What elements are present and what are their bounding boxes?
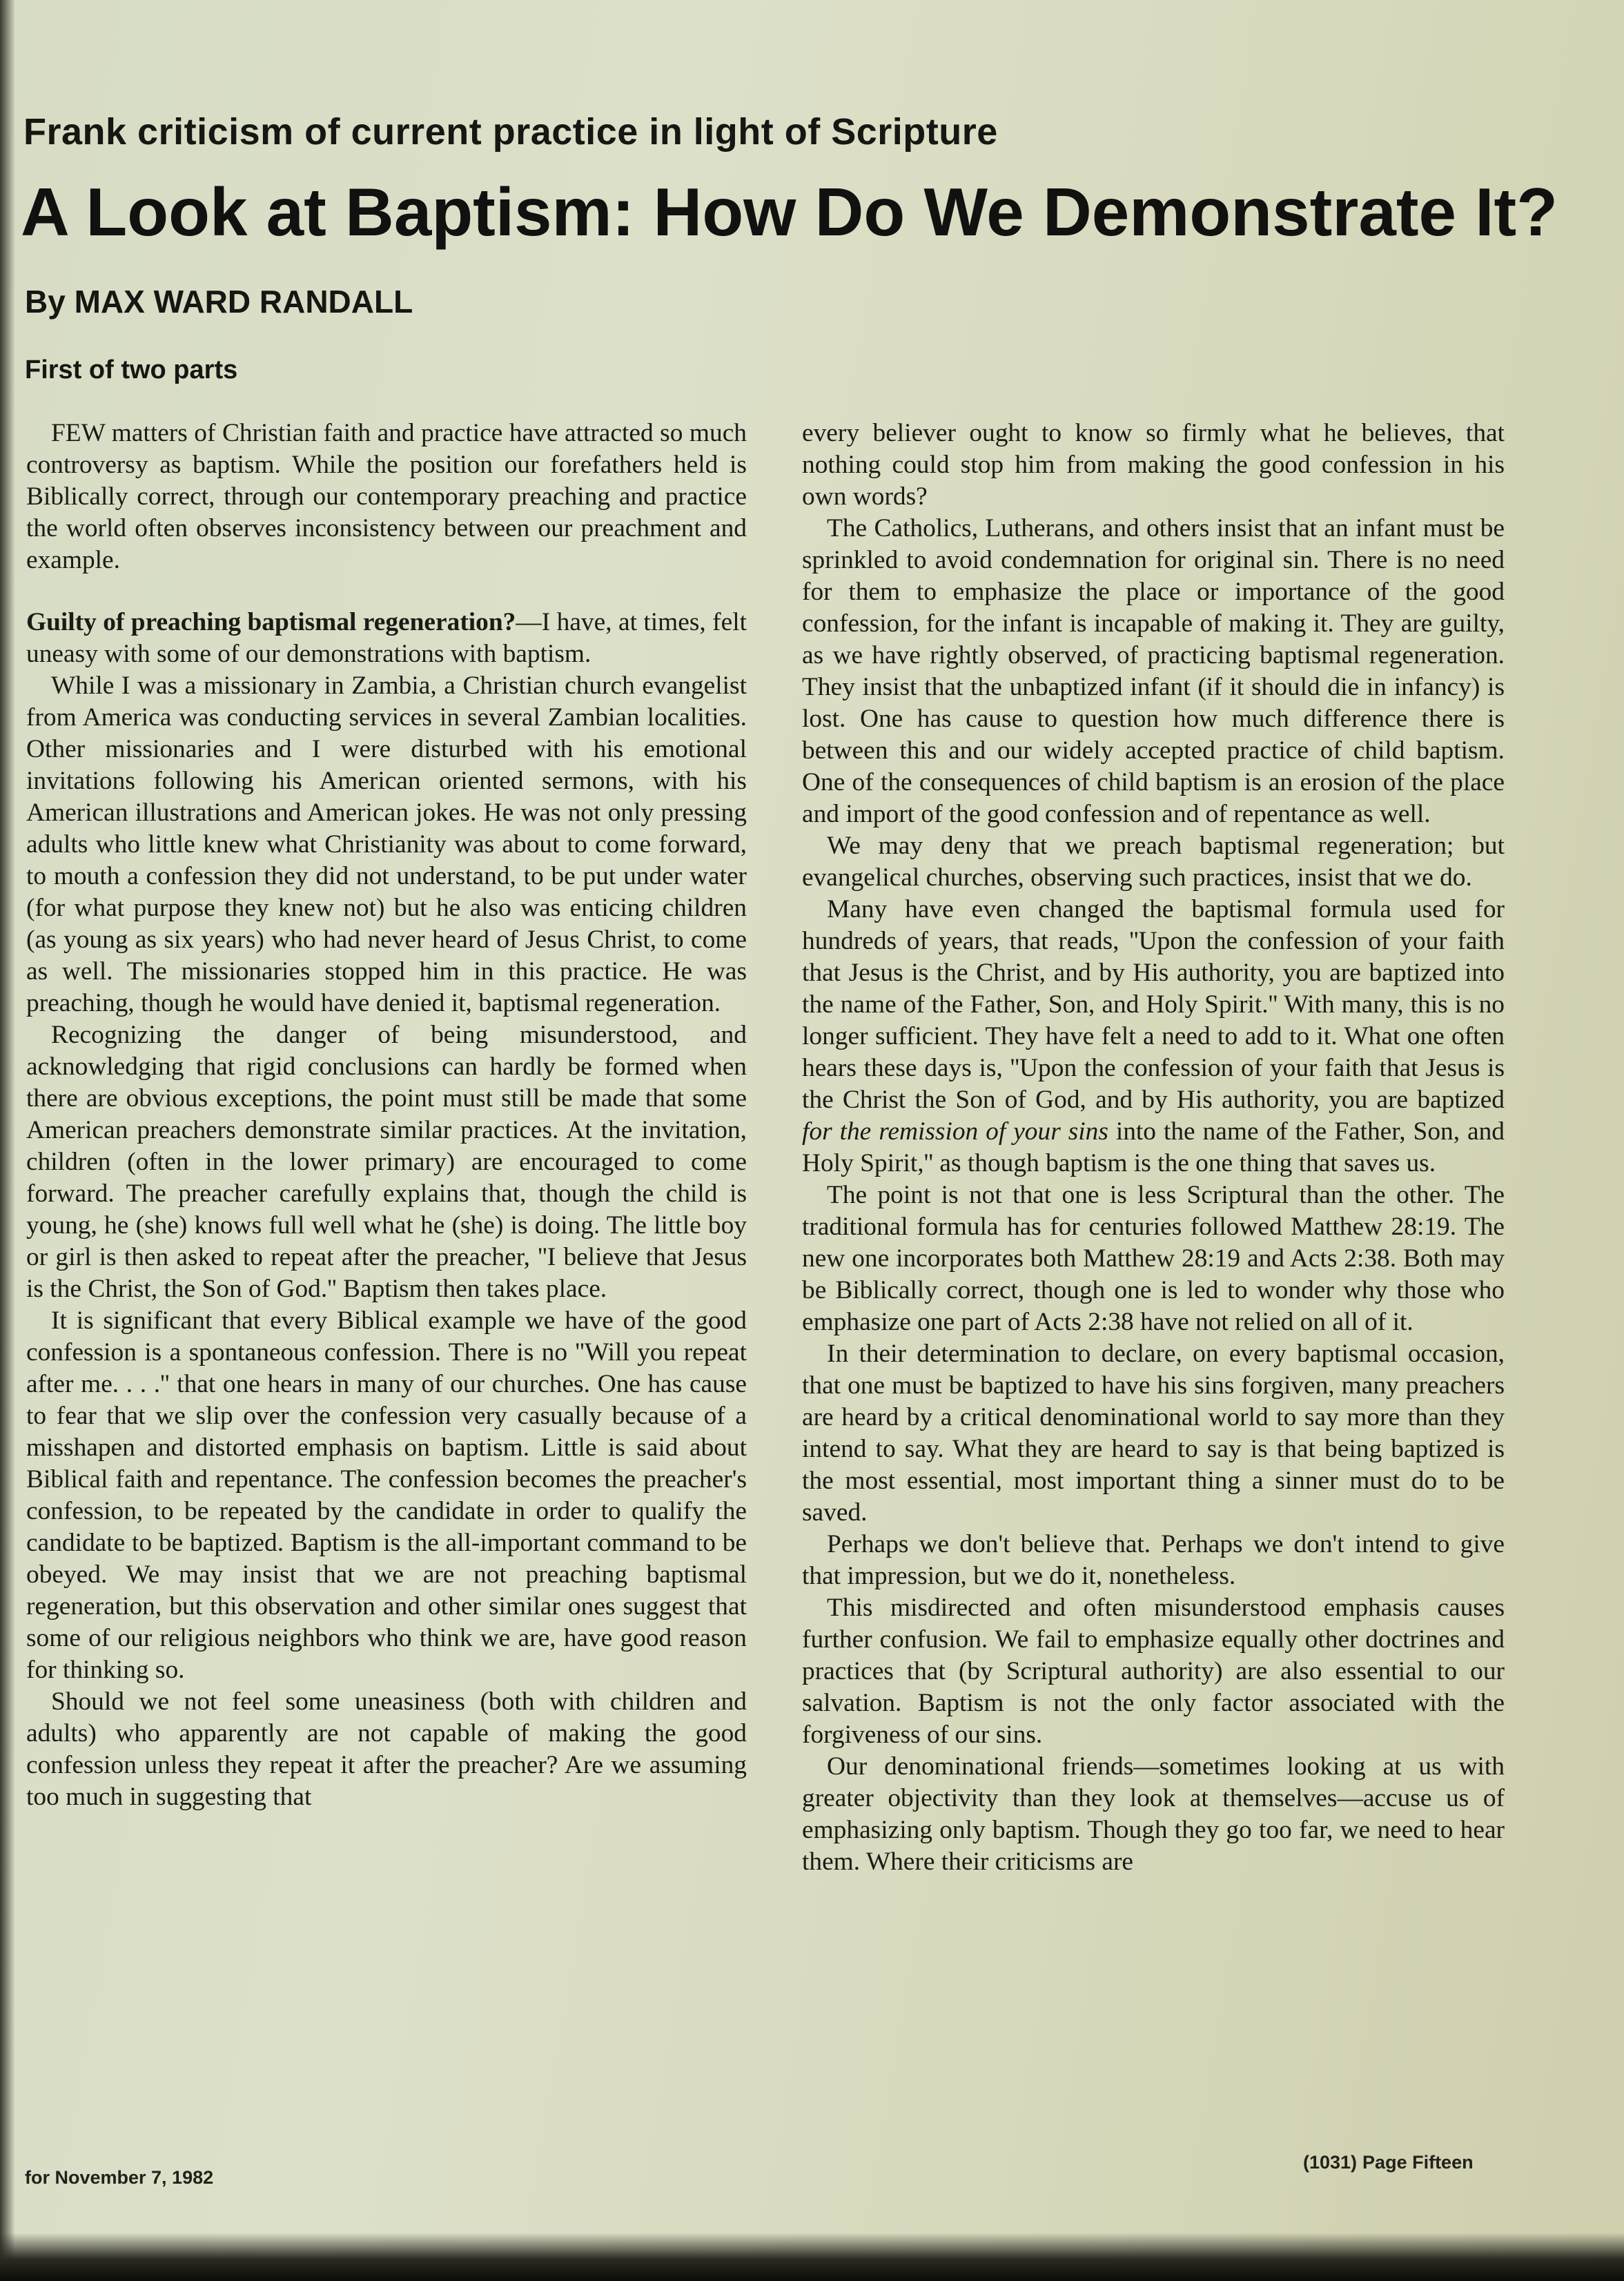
paragraph: It is significant that every Biblical example we have of the good confession is a spontaneous confession. There is no ''Will you repeat after me. . . .'' that one hears in many of our churches. One has cause to fear that we slip over the confession very casually because of a misshapen and distorted emphasis on baptism. Little is said about Biblical faith and repentance. The confession becomes the preacher's confession, to be repeated by the candidate in order to qualify the candidate to be baptized. Baptism is the all-important command to be obeyed. We may insist that we are not preaching baptismal regeneration, but this observation and other similar ones suggest that some of our religious neighbors who think we are, have good reason for thinking so. — [26, 1306, 747, 1684]
paragraph: This misdirected and often misunderstood emphasis causes further confusion. We fail to emphasize equally other doctrines and practices that (by Scriptural authority) are also essential to our salvation. Baptism is not the only factor associated with the forgiveness of our sins. — [802, 1594, 1505, 1749]
page-number: Page Fifteen — [1362, 2152, 1474, 2173]
page-bottom-shadow — [0, 2233, 1624, 2281]
paragraph: Perhaps we don't believe that. Perhaps we don't intend to give that impression, but we do it, nonetheless. — [802, 1530, 1505, 1590]
page-edge-shadow — [0, 0, 15, 2281]
series-label: First of two parts — [25, 355, 238, 384]
paragraph: FEW matters of Christian faith and practice have attracted so much controversy as baptism. While the position our forefathers held is Biblically correct, through our contemporary preaching and practice the world often observes inconsistency between our preachment and example. — [26, 419, 747, 574]
paragraph-text: Many have even changed the baptismal formula used for hundreds of years, that reads, ''Upon the confession of your faith that Jesus is the Christ, and by His authority, you are baptized into the name of the Father, Son, and Holy Spirit.'' With many, this is no longer sufficient. They have felt a need to add to it. What one often hears these days is, ''Upon the confession of your faith that Jesus is the Christ the Son of God, and by His authority, you are baptized — [802, 895, 1505, 1114]
article-column-left — [26, 418, 747, 1813]
paragraph-text: into the name of the Father, Son, and Holy Spirit,'' as though baptism is the one thing that saves us. — [802, 1117, 1505, 1177]
paragraph: Should we not feel some uneasiness (both with children and adults) who apparently are not capable of making the good confession unless they repeat it after the preacher? Are we assuming too much in suggesting that — [26, 1687, 747, 1811]
paragraph-with-subhead — [26, 607, 747, 670]
paragraph-with-emphasis — [802, 894, 1505, 1179]
issue-number: (1031) — [1303, 2152, 1358, 2173]
footer-page-info — [1298, 2152, 1474, 2173]
article-column-right — [802, 418, 1505, 1878]
paragraph: every believer ought to know so firmly what he believes, that nothing could stop him from making the good confession in his own words? — [802, 419, 1505, 511]
footer-date: for November 7, 1982 — [25, 2167, 214, 2188]
paragraph: The Catholics, Lutherans, and others insist that an infant must be sprinkled to avoid condemnation for original sin. There is no need for them to emphasize the place or importance of the good confession, for the infant is incapable of making it. They are guilty, as we have rightly observed, of practicing baptismal regeneration. They insist that the unbaptized infant (if it should die in infancy) is lost. One has cause to question how much difference there is between this and our widely accepted practice of child baptism. One of the consequences of child baptism is an erosion of the place and import of the good confession and of repentance as well. — [802, 514, 1505, 828]
paragraph: The point is not that one is less Scriptural than the other. The traditional formula has for centuries followed Matthew 28:19. The new one incorporates both Matthew 28:19 and Acts 2:38. Both may be Biblically correct, though one is led to wonder why those who emphasize one part of Acts 2:38 have not relied on all of it. — [802, 1181, 1505, 1336]
emphasized-phrase: for the remission of your sins — [802, 1117, 1108, 1146]
paragraph: We may deny that we preach baptismal regeneration; but evangelical churches, observing such practices, insist that we do. — [802, 832, 1505, 892]
paragraph: Recognizing the danger of being misunderstood, and acknowledging that rigid conclusions can hardly be formed when there are obvious exceptions, the point must still be made that some American preachers demonstrate similar practices. At the invitation, children (often in the lower primary) are encouraged to come forward. The preacher carefully explains that, though the child is young, he (she) knows full well what he (she) is doing. The little boy or girl is then asked to repeat after the preacher, ''I believe that Jesus is the Christ, the Son of God.'' Baptism then takes place. — [26, 1021, 747, 1303]
article-title: A Look at Baptism: How Do We Demonstrate It? — [21, 174, 1558, 250]
article-kicker: Frank criticism of current practice in light of Scripture — [23, 111, 998, 153]
section-subhead: Guilty of preaching baptismal regeneration? — [26, 608, 516, 636]
paragraph-text: —I have, at times, felt uneasy with some of our demonstrations with baptism. — [26, 608, 747, 668]
paragraph: While I was a missionary in Zambia, a Christian church evangelist from America was conducting services in several Zambian localities. Other missionaries and I were disturbed with his emotional invitations following his American oriented sermons, with his American illustrations and American jokes. He was not only pressing adults who little knew what Christianity was about to come forward, to mouth a confession they did not understand, to be put under water (for what purpose they knew not) but he also was enticing children (as young as six years) who had never heard of Jesus Christ, to come as well. The missionaries stopped him in this practice. He was preaching, though he would have denied it, baptismal regeneration. — [26, 672, 747, 1017]
article-byline: By MAX WARD RANDALL — [25, 284, 413, 320]
paragraph: In their determination to declare, on every baptismal occasion, that one must be baptized to have his sins forgiven, many preachers are heard by a critical denominational world to say more than they intend to say. What they are heard to say is that being baptized is the most essential, most important thing a sinner must do to be saved. — [802, 1340, 1505, 1527]
paragraph: Our denominational friends—sometimes looking at us with greater objectivity than they look at themselves—accuse us of emphasizing only baptism. Though they go too far, we need to hear them. Where their criticisms are — [802, 1752, 1505, 1876]
